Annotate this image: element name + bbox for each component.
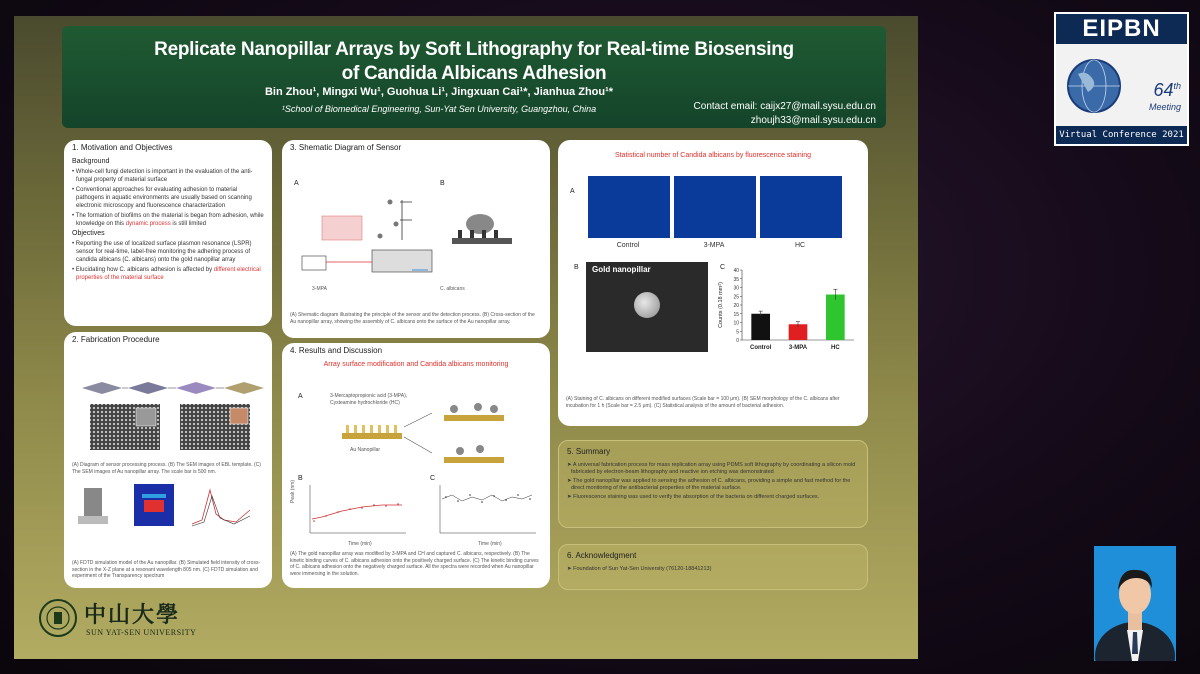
section-acknowledgment xyxy=(558,544,868,590)
category-label: HC xyxy=(830,345,840,351)
adhesion-bar-chart xyxy=(714,264,864,364)
background-label: Background xyxy=(72,158,110,165)
figure-caption: (A) The gold nanopillar array was modified by 3-MPA and CH and captured C. albicans, respectively. (B) The kinetic binding curves of C. albicans adhesion onto the positively charged surface. (C) The kinetic binding curves of C. albicans adhesion onto the negatively charged surface. All the spectra were recorded when Au nanopillar were immersing in the solution. xyxy=(290,551,539,577)
poster xyxy=(14,16,918,659)
y-tick-label: 10 xyxy=(733,320,739,327)
micrograph-hc xyxy=(760,176,842,238)
section-title: 1. Motivation and Objectives xyxy=(72,143,173,152)
globe-icon xyxy=(1064,56,1124,116)
panel-label: B xyxy=(298,475,303,482)
meeting-label: Meeting xyxy=(1148,102,1181,112)
sem-label: Gold nanopillar xyxy=(592,265,651,274)
figure-caption: (A) Staining of C. albicans on different modified surfaces (Scale bar = 100 μm). (B) SEM morphology of the C. albicans after incubation for 1 h (Scale bar = 2.5 μm). (C) Statistical analysis of the amount of bacterial adhesion. xyxy=(566,396,840,409)
section-title: 6. Acknowledgment xyxy=(567,551,637,560)
x-axis-label: Time (min) xyxy=(478,541,502,547)
y-tick-label: 40 xyxy=(733,268,739,274)
poster-title xyxy=(62,38,886,86)
authors: Bin Zhou¹, Mingxi Wu¹, Guohua Li¹, Jingxuan Cai¹*, Jianhua Zhou¹* xyxy=(264,86,614,98)
calbicans-cell xyxy=(634,292,660,318)
figure-caption: (A) Shematic diagram illustrating the principle of the sensor and the detection process. (B) Cross-section of the Au nanopillar array, showing the assembly of C. albicans onto the surface of the Au nanopillar array. xyxy=(290,312,535,325)
category-label: 3-MPA xyxy=(788,345,808,351)
section-staining xyxy=(558,140,868,426)
section-fabrication xyxy=(64,332,272,588)
sem-images xyxy=(64,402,272,452)
panel-label: B xyxy=(574,264,579,271)
conference-subtitle: Virtual Conference 2021 xyxy=(1056,126,1187,144)
section-schematic xyxy=(282,140,550,338)
y-tick-label: 20 xyxy=(733,303,739,309)
x-axis-label: Time (min) xyxy=(348,541,372,547)
bar xyxy=(751,314,770,340)
y-tick-label: 25 xyxy=(733,294,739,301)
micrograph-label: Control xyxy=(616,242,640,249)
micrograph-label: HC xyxy=(794,242,806,249)
label-3mpa: 3-MPA xyxy=(312,286,327,292)
y-tick-label: 5 xyxy=(736,329,739,336)
fabrication-diagram xyxy=(64,352,272,402)
bullet: • Reporting the use of localized surface plasmon resonance (LSPR) sensor for real-time, label-free monitoring the adhering process of candida albicans (C. albicans) onto the gold nanopillar array xyxy=(72,241,252,263)
micrograph-label: 3-MPA xyxy=(703,242,725,249)
y-axis-title: Counts (0.18 mm²) xyxy=(718,282,724,328)
fdtd-figures xyxy=(64,480,272,538)
title-line-1: Replicate Nanopillar Arrays by Soft Lithography for Real-time Biosensing xyxy=(154,39,794,60)
category-label: Control xyxy=(750,345,772,351)
edition: 64th xyxy=(1153,80,1181,100)
bullet: • Elucidating how C. albicans adhesion is affected by different electrical properties of the material surface xyxy=(72,267,261,281)
speaker-avatar xyxy=(1094,546,1176,661)
y-tick-label: 0 xyxy=(736,338,739,344)
poster-header xyxy=(62,26,886,128)
bullet: • The formation of biofilms on the material is began from adhesion, while knowledge on this dynamic process is still limited xyxy=(72,213,264,227)
university-name-cn: 中山大學 xyxy=(84,602,181,628)
affiliation: ¹School of Biomedical Engineering, Sun-Yat Sen University, Guangzhou, China xyxy=(281,104,597,114)
title-line-2: of Candida Albicans Adhesion xyxy=(341,63,607,84)
contact-email xyxy=(694,100,876,128)
kinetic-curve-negative xyxy=(422,481,542,541)
contact-line-2: zhoujh33@mail.sysu.edu.cn xyxy=(750,115,876,126)
section-summary xyxy=(558,440,868,528)
sem-gold-nanopillar xyxy=(586,262,708,352)
section-motivation xyxy=(64,140,272,326)
conference-logo-body xyxy=(1056,44,1187,130)
bullet: ➤ The gold nanopillar was applied to sensing the adhesion of C. albicans, providing a simple and fast method for the direct monitoring of the antibacterial properties of the material surface. xyxy=(567,478,851,491)
bullet: • Conventional approaches for evaluating adhesion to material pathogens in aquatic environments are usually based on scanning electronic microscopy and fluorescence characterization xyxy=(72,187,252,209)
university-name-en: SUN YAT-SEN UNIVERSITY xyxy=(86,628,197,637)
label-calbicans: C. albicans xyxy=(440,286,465,292)
university-seal-icon xyxy=(38,598,78,638)
kinetic-curve-positive xyxy=(292,481,412,541)
panel-label: C xyxy=(430,475,436,482)
contact-line-1: Contact email: caijx27@mail.sysu.edu.cn xyxy=(693,101,876,112)
bar xyxy=(826,295,845,341)
y-tick-label: 15 xyxy=(733,311,739,318)
modification-diagram xyxy=(282,397,550,469)
reagents-label: 3-Mercaptopropionic acid (3-MPA), Cysteamine hydrochloride (HC) xyxy=(330,393,408,406)
section-results xyxy=(282,343,550,588)
nanopillar-label: Au Nanopillar xyxy=(350,447,381,453)
university-logo xyxy=(38,596,208,640)
staining-subtitle: Statistical number of Candida albicans by fluorescence staining xyxy=(614,152,812,159)
bullet: ➤ Foundation of Sun Yat-Sen University (76120-18841213) xyxy=(567,566,712,572)
conference-logo xyxy=(1054,12,1189,146)
micrograph-3mpa xyxy=(674,176,756,238)
section-title: 2. Fabrication Procedure xyxy=(72,335,160,344)
conference-name: EIPBN xyxy=(1056,14,1187,44)
panel-label: A xyxy=(298,393,303,400)
panel-label: A xyxy=(570,188,575,195)
bullet: ➤ Fluorescence staining was used to verify the absorption of the bacteria on different charged surfaces. xyxy=(567,494,820,500)
micrograph-control xyxy=(588,176,670,238)
figure-caption: (A) FDTD simulation model of the Au nanopillar. (B) Simulated field intensity of cross-section in the X-Z plane at a resonant wavelength 805 nm. (C) FDTD simulation and experiment of the Transparency spectrum xyxy=(72,560,261,579)
bullet: ➤ A universal fabrication process for mass replication array using PDMS soft lithography by coordinating a silicon mold fabricated by electron-beam lithography and reactive ion etching was demonstrated xyxy=(567,462,856,475)
panel-label: B xyxy=(440,180,445,187)
schematic-diagram xyxy=(282,180,550,290)
y-tick-label: 35 xyxy=(733,276,739,283)
panel-label: A xyxy=(294,180,299,187)
y-tick-label: 30 xyxy=(733,285,739,292)
section-title: 4. Results and Discussion xyxy=(290,346,383,355)
speaker-video xyxy=(1094,546,1176,661)
figure-caption: (A) Diagram of sensor processing process. (B) The SEM images of EBL template. (C) The SEM images of Au nanopillar array. The scale bar is 500 nm. xyxy=(72,462,261,475)
bullet: • Whole-cell fungi detection is important in the evaluation of the anti-fungal property of material surface xyxy=(72,169,253,183)
results-subtitle: Array surface modification and Candida albicans monitoring xyxy=(323,361,509,368)
section-title: 3. Shematic Diagram of Sensor xyxy=(290,143,402,152)
section-title: 5. Summary xyxy=(567,447,611,456)
panel-label: C xyxy=(720,264,726,271)
objectives-label: Objectives xyxy=(72,230,105,237)
y-axis-label: Peak (nm) xyxy=(290,479,296,503)
